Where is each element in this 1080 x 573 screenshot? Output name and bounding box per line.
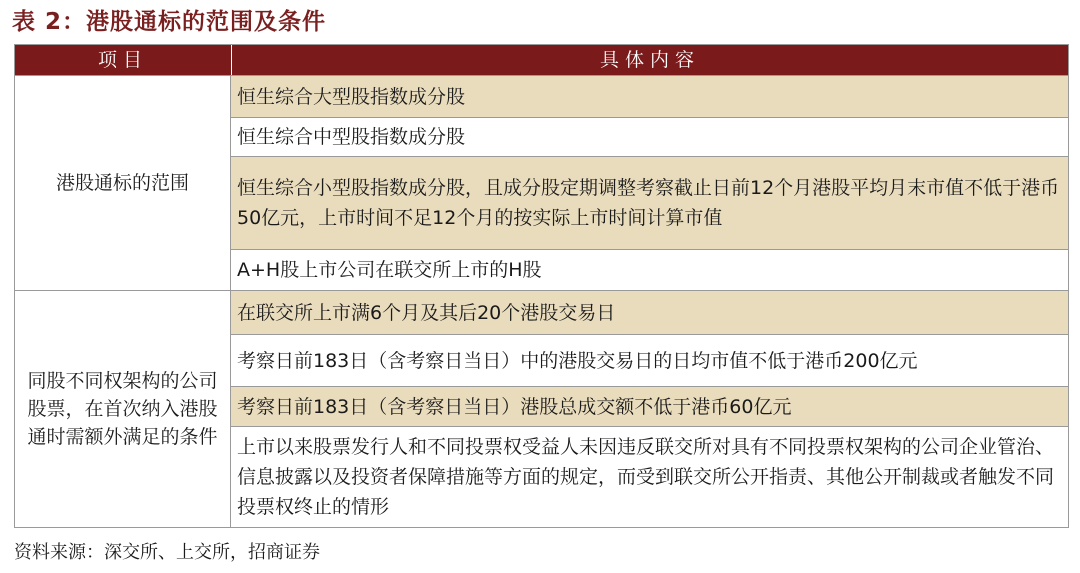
group-scope	[15, 75, 1068, 290]
table-row: 考察日前183日（含考察日当日）中的港股交易日的日均市值不低于港币200亿元	[231, 335, 1068, 387]
group-dual-class	[15, 290, 1068, 527]
group-cells	[231, 76, 1068, 290]
table-header	[15, 45, 1068, 75]
group-label: 同股不同权架构的公司股票，在首次纳入港股通时需额外满足的条件	[15, 291, 231, 527]
header-content: 具体内容	[599, 49, 700, 71]
table-row: 考察日前183日（含考察日当日）港股总成交额不低于港币60亿元	[231, 387, 1068, 427]
group-cells	[231, 291, 1068, 527]
table-row: 恒生综合大型股指数成分股	[231, 76, 1068, 118]
table-row: 在联交所上市满6个月及其后20个港股交易日	[231, 291, 1068, 335]
table-title: 表 2：港股通标的范围及条件	[12, 9, 327, 35]
table-row: 上市以来股票发行人和不同投票权受益人未因违反联交所对具有不同投票权架构的公司企业管治、信息披露以及投资者保障措施等方面的规定，而受到联交所公开指责、其他公开制裁或者触发不同投票权终止的情形	[237, 436, 1055, 518]
header-item: 项目	[15, 45, 232, 75]
table-row: 恒生综合中型股指数成分股	[231, 118, 1068, 157]
conditions-table	[14, 44, 1069, 528]
group-label: 港股通标的范围	[15, 76, 231, 290]
source-note: 资料来源：深交所、上交所，招商证券	[14, 542, 320, 563]
table-row: A+H股上市公司在联交所上市的H股	[237, 259, 542, 281]
table-row: 恒生综合小型股指数成分股，且成分股定期调整考察截止日前12个月港股平均月末市值不低于港币50亿元，上市时间不足12个月的按实际上市时间计算市值	[231, 157, 1068, 250]
